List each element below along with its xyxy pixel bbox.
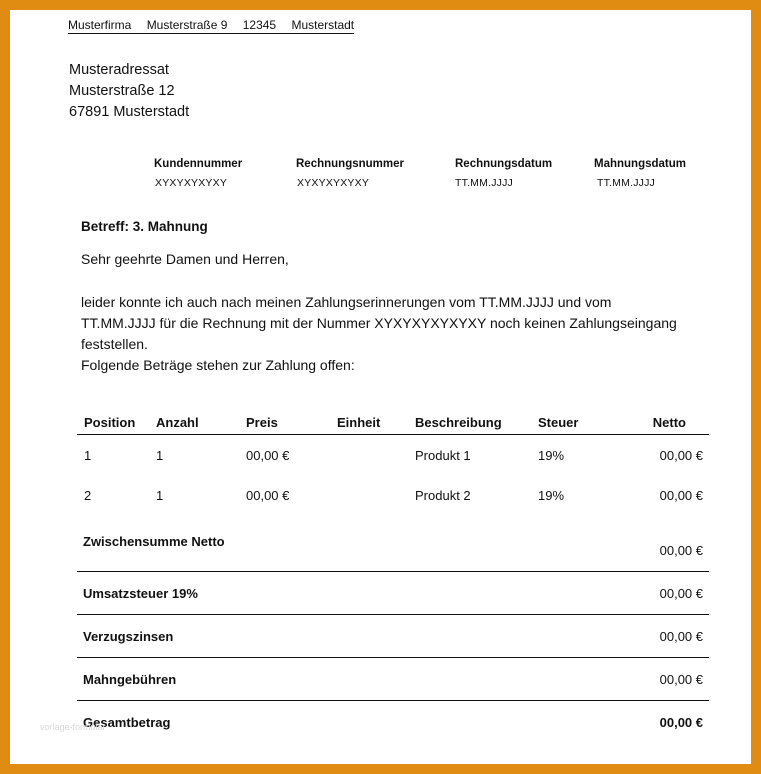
summary-divider <box>77 700 709 701</box>
summary-divider <box>77 614 709 615</box>
summary-divider <box>77 657 709 658</box>
summary-divider <box>77 571 709 572</box>
letter-salutation: Sehr geehrte Damen und Herren, <box>81 251 289 267</box>
sender-city: Musterstadt <box>291 18 355 32</box>
body-line: feststellen. <box>81 336 148 352</box>
meta-label-reminder-date: Mahnungsdatum <box>594 158 686 170</box>
body-line: TT.MM.JJJJ für die Rechnung mit der Nummer XYXYXYXYXYXY noch keinen Zahlungseingang <box>81 315 677 331</box>
cell-quantity: 1 <box>156 448 164 463</box>
recipient-city: 67891 Musterstadt <box>69 104 190 120</box>
sender-zip: 12345 <box>242 18 277 32</box>
column-header-price: Preis <box>246 415 278 430</box>
recipient-name: Musteradressat <box>69 62 169 78</box>
summary-value-fees: 00,00 € <box>659 672 703 687</box>
recipient-address <box>69 60 189 123</box>
sender-address-line <box>68 18 354 34</box>
summary-value-vat: 00,00 € <box>659 586 703 601</box>
summary-label-vat: Umsatzsteuer 19% <box>83 586 198 601</box>
table-header-divider <box>77 434 709 435</box>
cell-description: Produkt 2 <box>415 488 471 503</box>
sender-street: Musterstraße 9 <box>146 18 228 32</box>
cell-net: 00,00 € <box>659 448 703 463</box>
meta-value-invoice-date: TT.MM.JJJJ <box>455 177 513 189</box>
meta-value-customer-number: XYXYXYXYXY <box>155 177 228 189</box>
meta-label-invoice-date: Rechnungsdatum <box>455 158 553 170</box>
summary-label-subtotal: Zwischensumme Netto <box>83 534 225 549</box>
cell-price: 00,00 € <box>246 488 290 503</box>
sender-company: Musterfirma <box>68 18 132 32</box>
summary-value-interest: 00,00 € <box>659 629 703 644</box>
cell-tax: 19% <box>538 488 565 503</box>
cell-tax: 19% <box>538 448 565 463</box>
cell-description: Produkt 1 <box>415 448 471 463</box>
watermark: vorlage-formular <box>40 722 106 732</box>
body-line: leider konnte ich auch nach meinen Zahlungserinnerungen vom TT.MM.JJJJ und vom <box>81 294 612 310</box>
column-header-net: Netto <box>652 415 686 430</box>
summary-label-interest: Verzugszinsen <box>83 629 174 644</box>
letter-subject: Betreff: 3. Mahnung <box>81 219 208 234</box>
column-header-tax: Steuer <box>538 415 579 430</box>
cell-price: 00,00 € <box>246 448 290 463</box>
meta-value-reminder-date: TT.MM.JJJJ <box>597 177 655 189</box>
body-line: Folgende Beträge stehen zur Zahlung offen: <box>81 357 355 373</box>
meta-label-invoice-number: Rechnungsnummer <box>296 158 404 170</box>
column-header-position: Position <box>84 415 136 430</box>
summary-label-total: Gesamtbetrag <box>83 715 171 730</box>
meta-label-customer-number: Kundennummer <box>154 158 243 170</box>
summary-label-fees: Mahngebühren <box>83 672 177 687</box>
recipient-street: Musterstraße 12 <box>69 83 175 99</box>
summary-value-total: 00,00 € <box>659 715 703 730</box>
cell-net: 00,00 € <box>659 488 703 503</box>
cell-position: 1 <box>84 448 92 463</box>
column-header-unit: Einheit <box>337 415 381 430</box>
meta-value-invoice-number: XYXYXYXYXY <box>297 177 370 189</box>
cell-position: 2 <box>84 488 92 503</box>
letter-body <box>81 292 711 376</box>
summary-value-subtotal: 00,00 € <box>659 543 703 558</box>
cell-quantity: 1 <box>156 488 164 503</box>
column-header-description: Beschreibung <box>415 415 502 430</box>
column-header-quantity: Anzahl <box>156 415 199 430</box>
